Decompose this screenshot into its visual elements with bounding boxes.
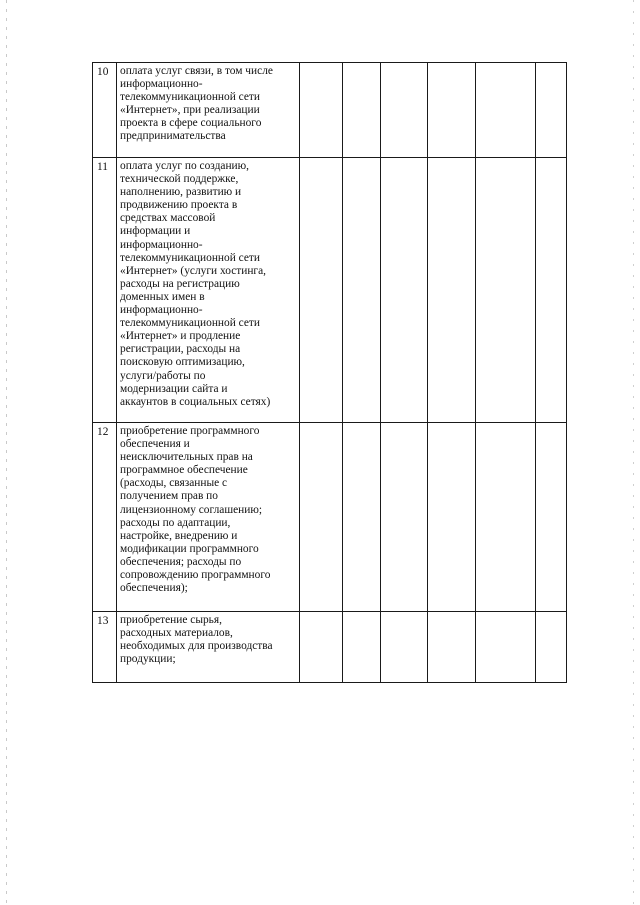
description-line: доменных имен в	[120, 290, 205, 303]
description-line: «Интернет», при реализации	[120, 104, 260, 117]
empty-cell	[428, 158, 476, 423]
expense-description	[117, 63, 300, 158]
description-line: расходы по адаптации,	[120, 516, 231, 529]
empty-cell	[536, 423, 567, 612]
description-line: поисковую оптимизацию,	[120, 356, 245, 369]
empty-cell	[300, 63, 343, 158]
empty-cell	[536, 63, 567, 158]
description-line: «Интернет» и продление	[120, 330, 241, 343]
description-line: обеспечения; расходы по	[120, 555, 242, 568]
description-line: расходных материалов,	[120, 627, 233, 640]
row-number: 11	[93, 158, 117, 423]
description-line: регистрации, расходы на	[120, 343, 241, 356]
empty-cell	[476, 158, 536, 423]
description-line: продукции;	[120, 653, 176, 666]
description-line: приобретение программного	[120, 425, 260, 437]
row-number: 13	[93, 612, 117, 683]
empty-cell	[381, 63, 428, 158]
description-line: средствах массовой	[120, 212, 216, 225]
description-line: настройке, внедрению и	[120, 529, 238, 542]
empty-cell	[536, 612, 567, 683]
description-line: программное обеспечение	[120, 464, 248, 477]
description-line: оплата услуг по созданию,	[120, 160, 249, 172]
empty-cell	[428, 63, 476, 158]
description-line: предпринимательства	[120, 130, 226, 143]
description-line: необходимых для производства	[120, 640, 273, 653]
empty-cell	[428, 423, 476, 612]
empty-cell	[343, 158, 381, 423]
description-line: лицензионному соглашению;	[120, 503, 263, 516]
empty-cell	[476, 63, 536, 158]
description-line: модернизации сайта и	[120, 382, 228, 395]
empty-cell	[300, 612, 343, 683]
expense-description	[117, 158, 300, 423]
description-line: технической поддержке,	[120, 173, 239, 186]
description-line: телекоммуникационной сети	[120, 91, 260, 104]
empty-cell	[428, 612, 476, 683]
empty-cell	[381, 158, 428, 423]
description-line: информационно-	[120, 304, 203, 317]
expense-description	[117, 423, 300, 612]
empty-cell	[536, 158, 567, 423]
scan-edge-left	[6, 0, 7, 905]
description-line: расходы на регистрацию	[120, 277, 240, 290]
description-line: обеспечения и	[120, 438, 190, 451]
description-line: наполнению, развитию и	[120, 186, 242, 199]
description-line: аккаунтов в социальных сетях)	[120, 395, 271, 408]
description-line: получением прав по	[120, 490, 218, 503]
description-line: модификации программного	[120, 542, 259, 555]
empty-cell	[476, 612, 536, 683]
description-line: приобретение сырья,	[120, 614, 222, 626]
description-line: (расходы, связанные с	[120, 477, 228, 490]
empty-cell	[476, 423, 536, 612]
description-line: информационно-	[120, 78, 203, 91]
row-number: 12	[93, 423, 117, 612]
empty-cell	[343, 612, 381, 683]
description-line: услуги/работы по	[120, 369, 206, 382]
empty-cell	[381, 423, 428, 612]
empty-cell	[343, 423, 381, 612]
expense-description	[117, 612, 300, 683]
description-line: проекта в сфере социального	[120, 117, 262, 130]
empty-cell	[343, 63, 381, 158]
description-line: информационно-	[120, 238, 203, 251]
empty-cell	[300, 158, 343, 423]
row-number: 10	[93, 63, 117, 158]
table-row	[93, 158, 567, 423]
empty-cell	[300, 423, 343, 612]
description-line: обеспечения);	[120, 582, 188, 595]
description-line: сопровождению программного	[120, 569, 271, 582]
table-row	[93, 63, 567, 158]
description-line: телекоммуникационной сети	[120, 251, 260, 264]
description-line: продвижению проекта в	[120, 199, 238, 212]
empty-cell	[381, 612, 428, 683]
description-line: «Интернет» (услуги хостинга,	[120, 264, 266, 277]
description-line: информации и	[120, 225, 191, 238]
scan-edge-right	[633, 0, 634, 905]
table-row	[93, 423, 567, 612]
description-line: оплата услуг связи, в том числе	[120, 65, 273, 77]
description-line: телекоммуникационной сети	[120, 317, 260, 330]
expense-table	[92, 62, 567, 683]
table-row	[93, 612, 567, 683]
description-line: неисключительных прав на	[120, 451, 253, 464]
